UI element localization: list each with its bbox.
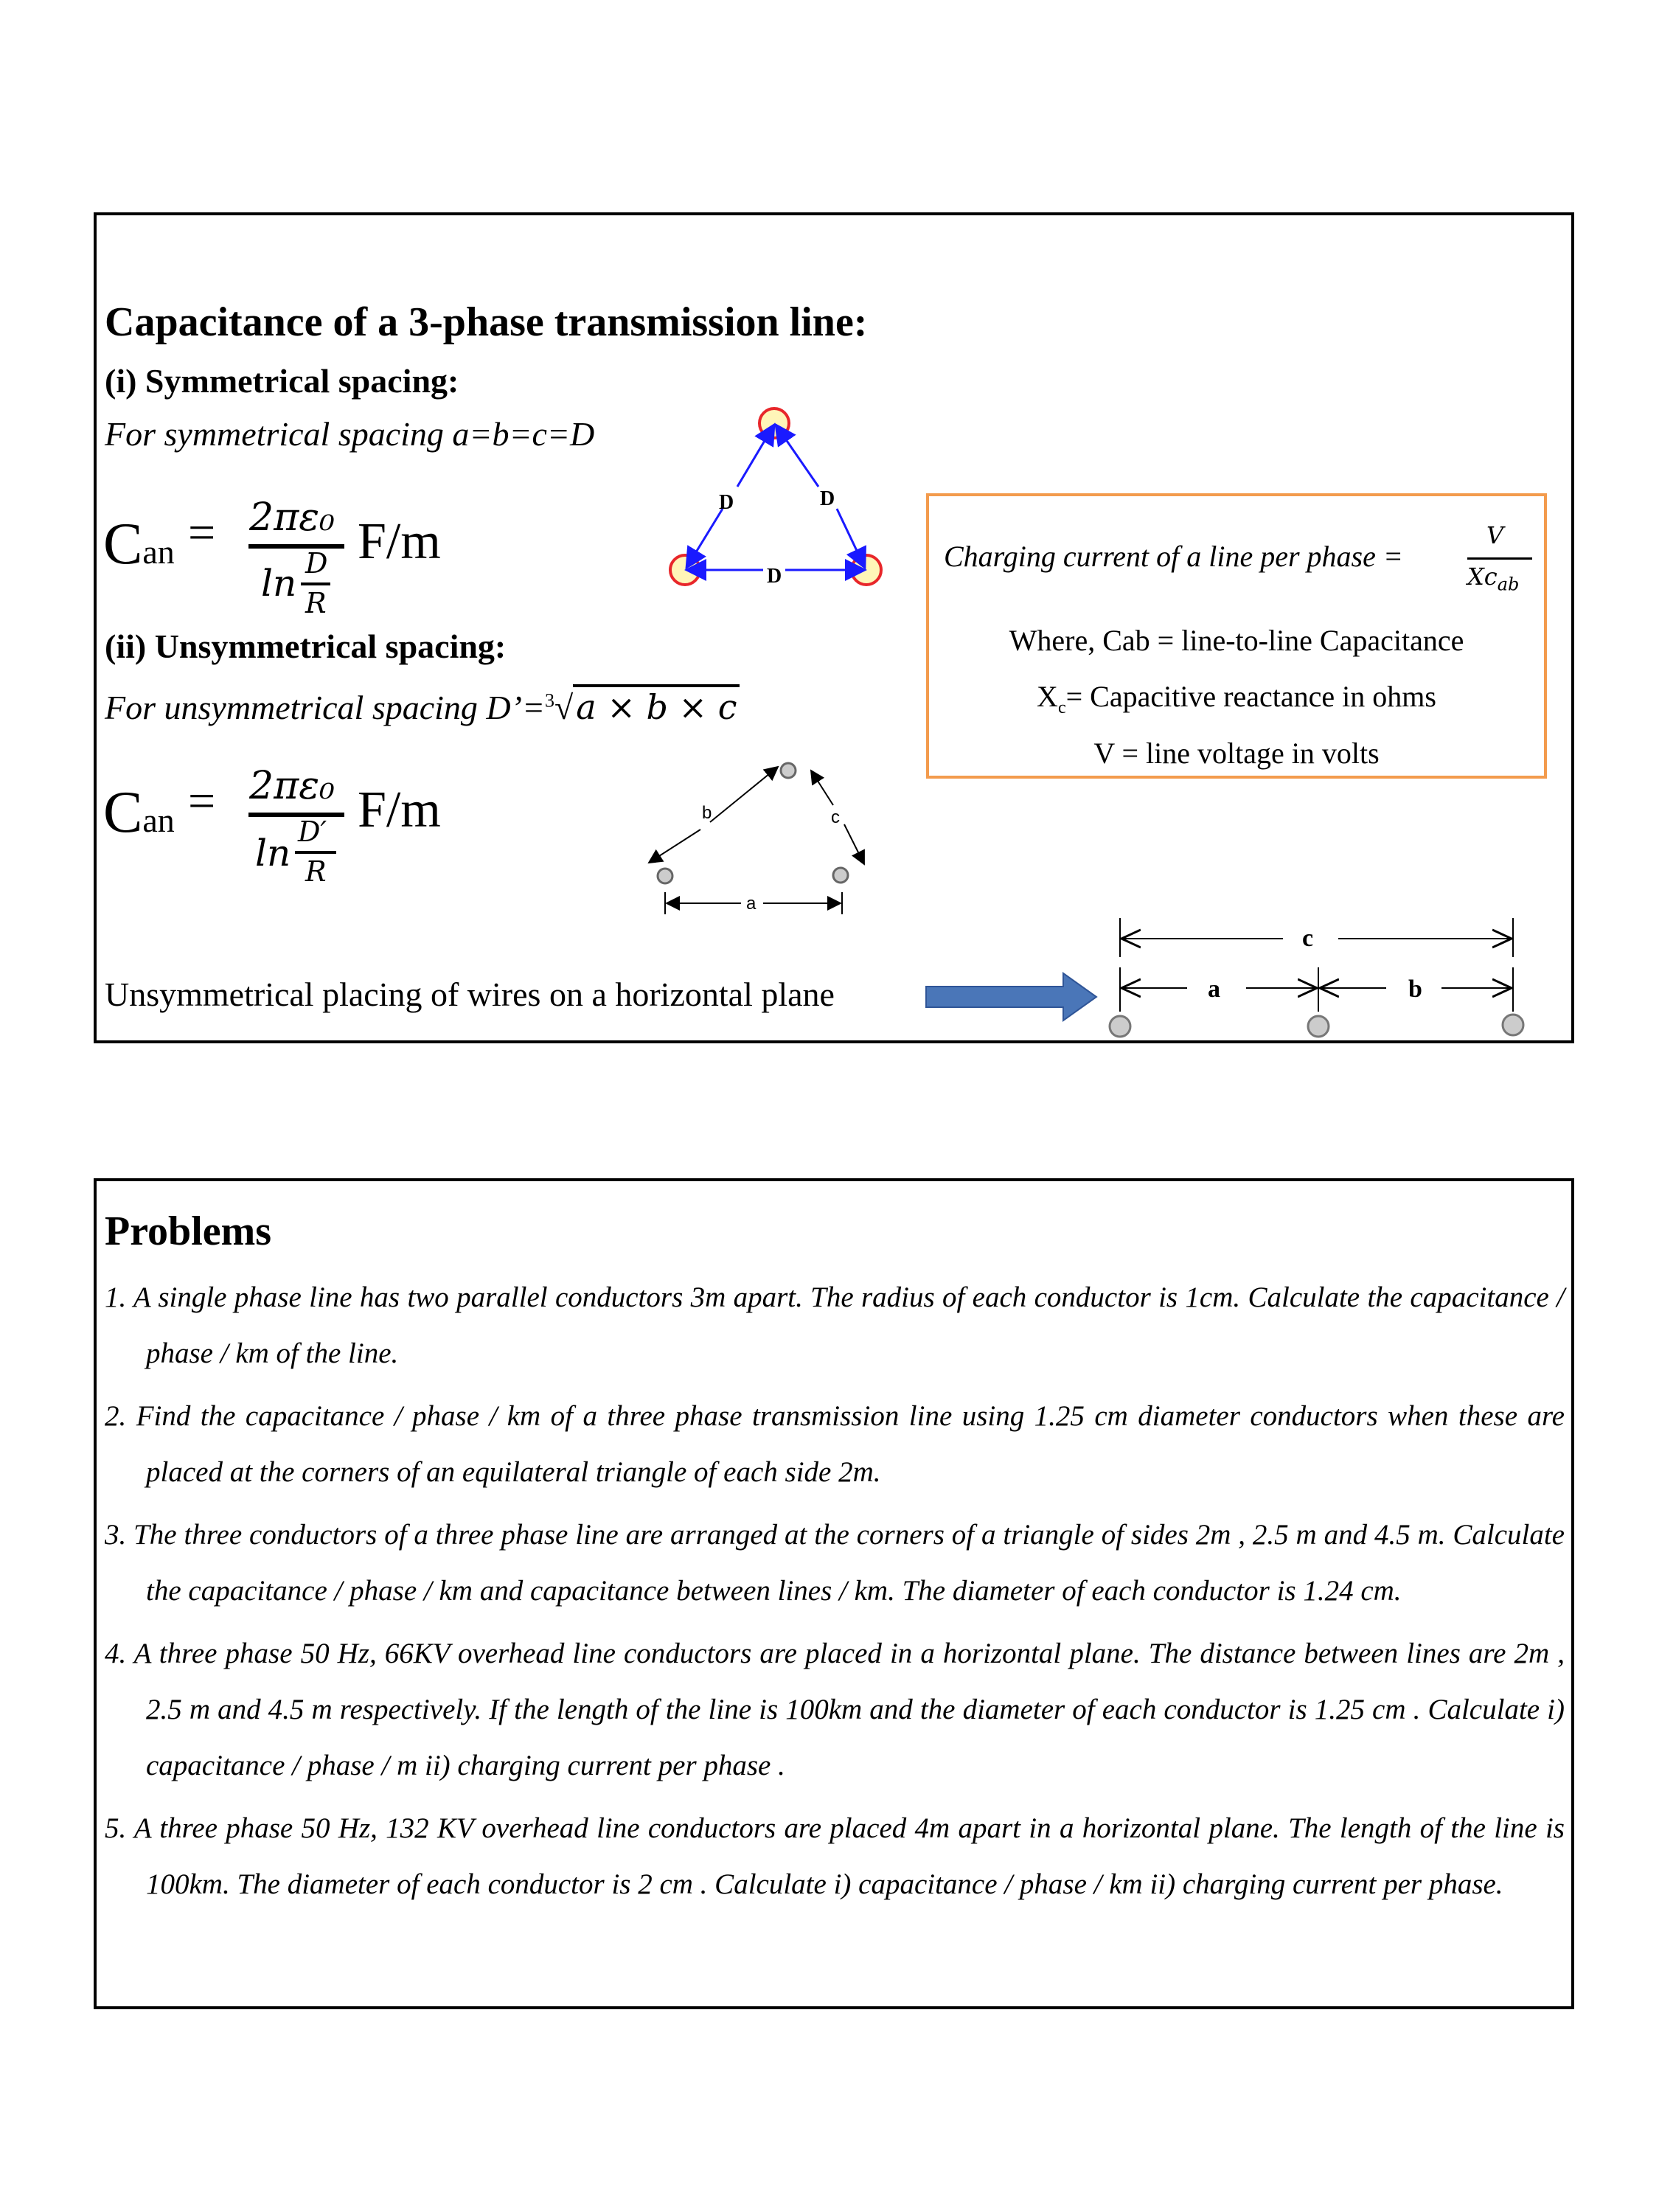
cube-root-index: 3 (545, 689, 555, 712)
formula-lhs: Can (103, 780, 175, 845)
unsymmetrical-label: For unsymmetrical spacing D’= (105, 689, 546, 726)
problem-item: 2. Find the capacitance / phase / km of a three phase transmission line using 1.25 cm diameter conductors when these are placed at the corners of an equilateral triangle of each side 2m. (105, 1400, 1565, 1488)
side-arrow (776, 425, 818, 487)
horizontal-arrangement-diagram (1110, 918, 1523, 1037)
formula-equals: = (188, 774, 216, 828)
formula-unit: F/m (358, 513, 441, 570)
side-label-b: b (702, 803, 712, 823)
side-arrow (737, 425, 774, 487)
problems-list (105, 1270, 1565, 1919)
distance-label-c: c (1302, 925, 1314, 952)
charging-frac-num: V (1486, 521, 1504, 549)
symmetrical-text: For symmetrical spacing a=b=c=D (105, 415, 595, 453)
problem-item: 4. A three phase 50 Hz, 66KV overhead line conductors are placed in a horizontal plane. The distance between lines are 2m , 2.5 m and 4.5 m respectively. If the length of the line is 100km and the diameter of each conductor is 1.25 cm . Calculate i) capacitance / phase / m ii) charging current per phase . (105, 1638, 1565, 1781)
formula-frac-num: D (305, 547, 328, 580)
charging-current-formula: Charging current of a line per phase = (944, 540, 1403, 573)
symmetrical-heading: (i) Symmetrical spacing: (105, 362, 459, 400)
side-label-c: c (831, 807, 840, 827)
formula-numerator: 2πε₀ (249, 495, 335, 540)
conductor-node (833, 868, 848, 883)
charging-frac-den: $Xc_{ab}$ (1467, 563, 1520, 595)
conductor-node (759, 408, 789, 438)
problems-panel (94, 1178, 1574, 2009)
side-arrow (837, 509, 865, 568)
side-label: D (767, 565, 782, 588)
problems-heading: Problems (105, 1208, 272, 1254)
conductor-node (1308, 1016, 1329, 1037)
formula-equals: = (188, 506, 216, 560)
symmetrical-triangle-diagram (670, 408, 881, 588)
conductor-node (1503, 1015, 1523, 1035)
fraction-bar (1467, 557, 1532, 560)
section-title: Capacitance of a 3-phase transmission line: (105, 299, 868, 345)
formula-ln: ln (255, 832, 291, 874)
distance-label-b: b (1408, 975, 1422, 1003)
unsymmetrical-heading: (ii) Unsymmetrical spacing: (105, 627, 507, 665)
conductor-node (658, 869, 672, 883)
where-line: Where, Cab = line-to-line Capacitance (1009, 624, 1464, 657)
formula-ln: ln (261, 562, 297, 605)
unsymmetrical-triangle-diagram (649, 763, 864, 914)
formula-numerator: 2πε₀ (249, 764, 335, 808)
problem-item: 3. The three conductors of a three phase line are arranged at the corners of a triangle of sides 2m , 2.5 m and 4.5 m. Calculate the capacitance / phase / km and capacitance between lines / km. The diameter of each conductor is 1.24 cm. (105, 1519, 1565, 1607)
problem-item: 1. A single phase line has two parallel conductors 3m apart. The radius of each conductor is 1cm. Calculate the capacitance / phase / km of the line. (105, 1281, 1565, 1369)
formula-lhs: Can (103, 512, 175, 577)
formula-unit: F/m (358, 782, 441, 838)
side-arrow (686, 509, 723, 568)
right-arrow-icon (926, 973, 1096, 1020)
xc-definition: $X_c=$ Capacitive reactance in ohms (1037, 680, 1436, 717)
radicand: a × b × c (573, 684, 740, 727)
conductor-node (781, 763, 796, 778)
side-label-a: a (746, 894, 757, 914)
side-label: D (719, 491, 734, 514)
formula-frac-den: R (305, 587, 327, 619)
conductor-node (1110, 1016, 1130, 1037)
problem-item: 5. A three phase 50 Hz, 132 KV overhead line conductors are placed 4m apart in a horizontal plane. The length of the line is 100km. The diameter of each conductor is 2 cm . Calculate i) capacitance / phase / km ii) charging current per phase. (105, 1812, 1565, 1900)
charging-current-box (926, 493, 1547, 779)
formula-frac-den: R (305, 855, 327, 888)
horizontal-caption: Unsymmetrical placing of wires on a horizontal plane (105, 975, 835, 1013)
radical-sign: √ (554, 689, 574, 726)
side-label: D (820, 487, 835, 510)
distance-label-a: a (1208, 975, 1220, 1003)
v-definition: V = line voltage in volts (1093, 737, 1380, 770)
formula-frac-num: D′ (298, 815, 327, 848)
